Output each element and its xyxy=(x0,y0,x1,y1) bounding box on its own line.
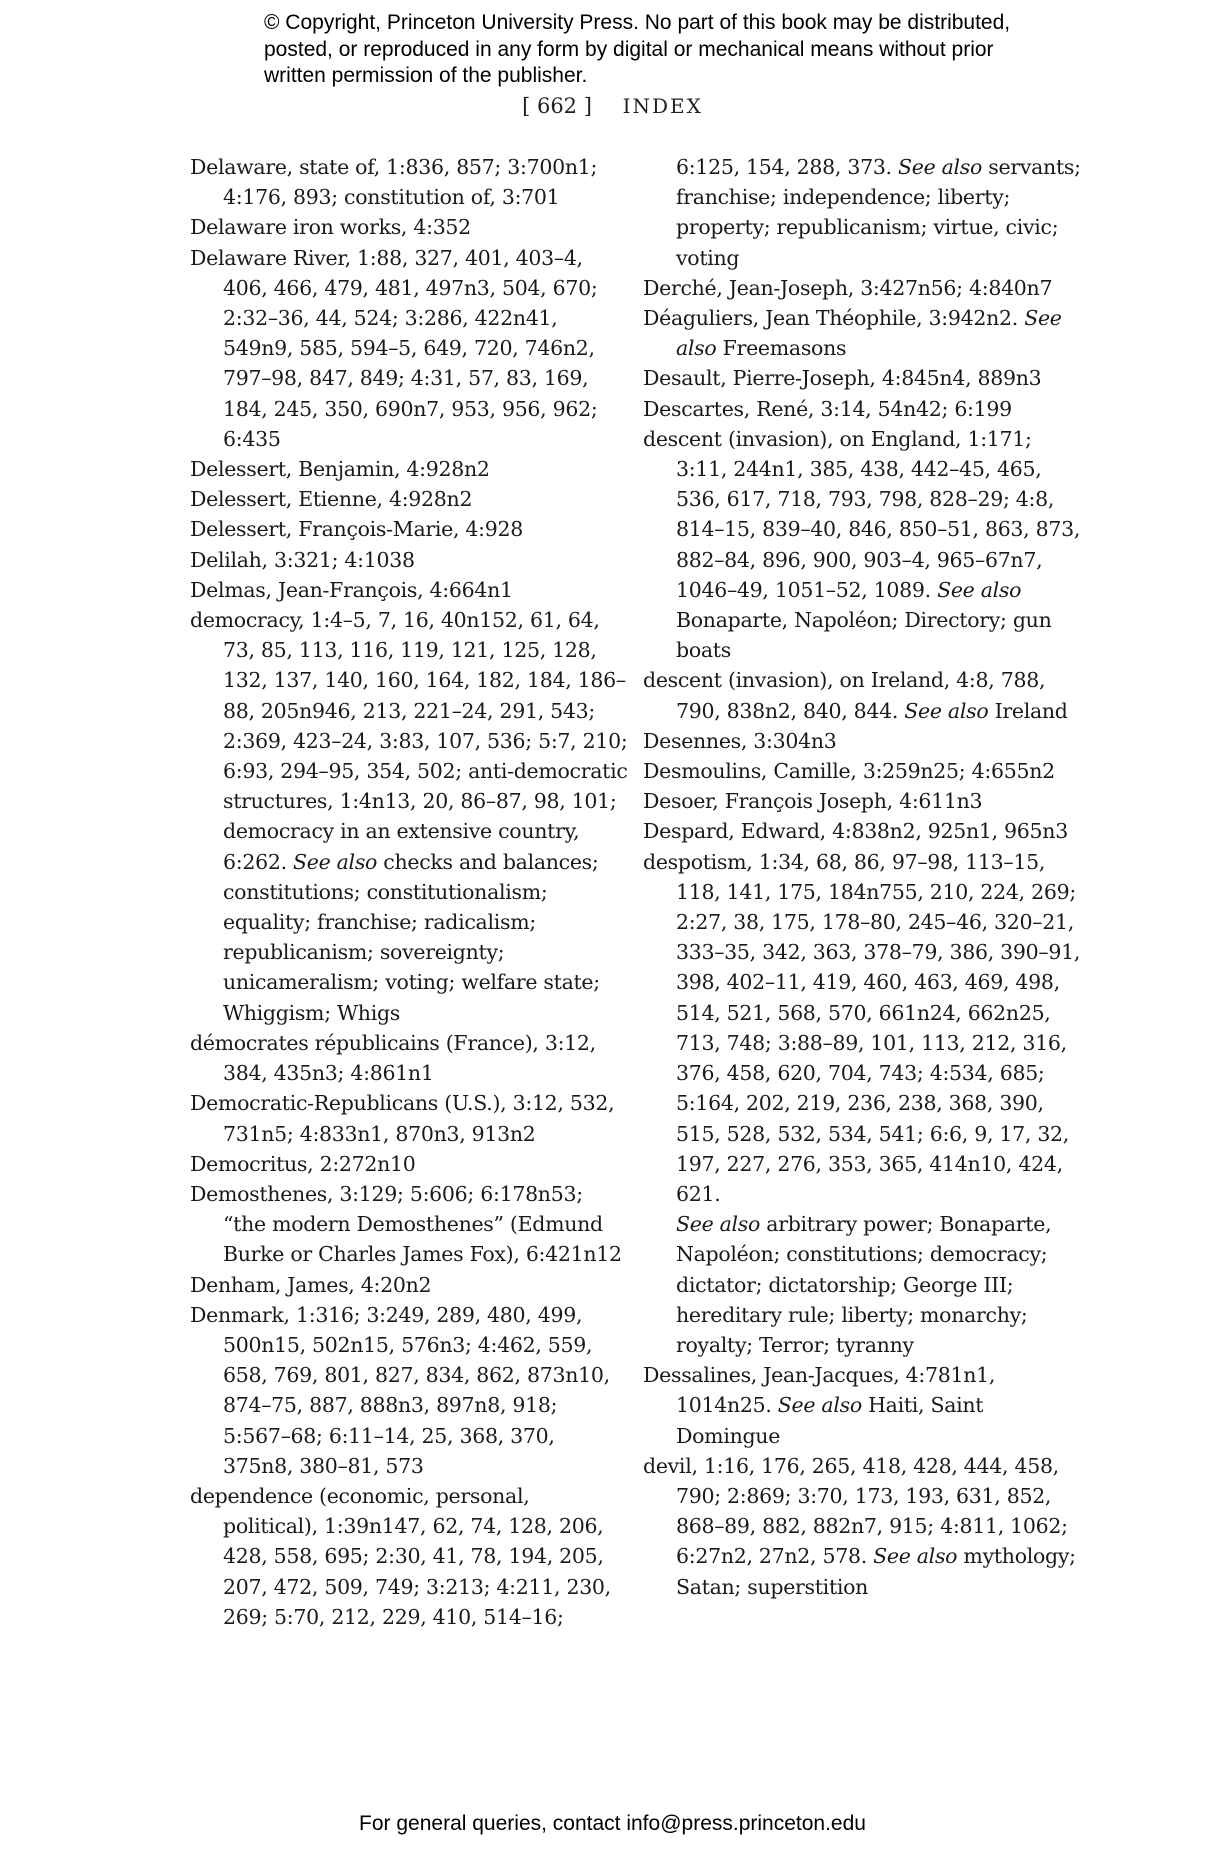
see-also-label: See also xyxy=(937,577,1022,602)
index-entry-text: Delaware iron works, 4:352 xyxy=(190,215,471,240)
see-also-targets: Freemasons xyxy=(716,336,847,361)
index-entry xyxy=(190,1028,630,1088)
see-also-targets: Haiti, Saint Domingue xyxy=(676,1393,984,1448)
index-entry xyxy=(643,786,1083,816)
index-entry xyxy=(190,605,630,1028)
index-column-left xyxy=(190,152,630,1632)
index-entry xyxy=(190,1179,630,1270)
index-entry xyxy=(190,152,630,212)
see-also-label: See also xyxy=(676,306,1062,361)
index-entry xyxy=(643,152,1083,273)
index-entry xyxy=(190,212,630,242)
index-entry-text: Desennes, 3:304n3 xyxy=(643,728,837,753)
index-entry-text: Delaware River, 1:88, 327, 401, 403–4, 406, 466, 479, 481, 497n3, 504, 670; 2:32–36, 44, 524; 3:286, 422n41, 549n9, 585, 594–5, 649, 720, 746n2, 797–98, 847, 849; 4:31, 57, 83, 169, 184, 245, 350, 690n7, 953, 956, 962; 6:435 xyxy=(190,245,598,451)
index-entry-text: Delilah, 3:321; 4:1038 xyxy=(190,547,415,572)
index-entry xyxy=(643,363,1083,393)
see-also-targets: Ireland xyxy=(988,698,1068,723)
index-entry-text: despotism, 1:34, 68, 86, 97–98, 113–15, 118, 141, 175, 184n755, 210, 224, 269; 2:27, 38, 175, 178–80, 245–46, 320–21, 333–35, 342, 363, 378–79, 386, 390–91, 398, 402–11, 419, 460, 463, 469, 498, 514, 521, 568, 570, 661n24, 662n25, 713, 748; 3:88–89, 101, 113, 212, 316, 376, 458, 620, 704, 743; 4:534, 685; 5:164, 202, 219, 236, 238, 368, 390, 515, 528, 532, 534, 541; 6:6, 9, 17, 32, 197, 227, 276, 353, 365, 414n10, 424, 621. xyxy=(643,849,1081,1206)
index-entry xyxy=(190,575,630,605)
index-entry-text: Descartes, René, 3:14, 54n42; 6:199 xyxy=(643,396,1012,421)
see-also-label: See also xyxy=(873,1544,958,1569)
index-entry xyxy=(643,816,1083,846)
see-also-targets: Bonaparte, Napoléon; Directory; gun boats xyxy=(676,608,1052,663)
index-entry xyxy=(643,665,1083,725)
index-entry-text: Derché, Jean-Joseph, 3:427n56; 4:840n7 xyxy=(643,275,1053,300)
index-entry-text: Desmoulins, Camille, 3:259n25; 4:655n2 xyxy=(643,759,1055,784)
index-entry-text: démocrates républicains (France), 3:12, 384, 435n3; 4:861n1 xyxy=(190,1030,596,1086)
index-entry xyxy=(190,1300,630,1481)
index-entry xyxy=(643,726,1083,756)
copyright-notice: © Copyright, Princeton University Press. No part of this book may be distributed, posted, or reproduced in any form by digital or mechanical means without prior written permission of the publisher. xyxy=(264,11,1011,87)
index-entry-text: democracy, 1:4–5, 7, 16, 40n152, 61, 64, 73, 85, 113, 116, 119, 121, 125, 128, 132, 137, 140, 160, 164, 182, 184, 186–88, 205n946, 213, 221–24, 291, 543; 2:369, 423–24, 3:83, 107, 536; 5:7, 210; 6:93, 294–95, 354, 502; anti-democratic structures, 1:4n13, 20, 86–87, 98, 101; democracy in an extensive country, 6:262. xyxy=(190,608,628,874)
index-entry-text: Denham, James, 4:20n2 xyxy=(190,1272,432,1297)
index-entry xyxy=(190,545,630,575)
index-entry-text: Desoer, François Joseph, 4:611n3 xyxy=(643,789,983,814)
see-also-label: See also xyxy=(293,849,378,874)
index-entry xyxy=(643,1451,1083,1602)
index-entry-text: Delessert, Etienne, 4:928n2 xyxy=(190,487,473,512)
index-entry xyxy=(190,1270,630,1300)
index-entry xyxy=(190,1088,630,1148)
see-also-targets: servants; franchise; independence; liberty; property; republicanism; virtue, civic; voting xyxy=(676,155,1081,270)
index-entry-text: Dessalines, Jean-Jacques, 4:781n1, 1014n25. xyxy=(643,1363,996,1418)
index-entry-text: Democritus, 2:272n10 xyxy=(190,1151,416,1176)
index-entry-text: Denmark, 1:316; 3:249, 289, 480, 499, 500n15, 502n15, 576n3; 4:462, 559, 658, 769, 801, 827, 834, 862, 873n10, 874–75, 887, 888n3, 897n8, 918; 5:567–68; 6:11–14, 25, 368, 370, 375n8, 380–81, 573 xyxy=(190,1302,610,1478)
index-entry-text: devil, 1:16, 176, 265, 418, 428, 444, 458, 790; 2:869; 3:70, 173, 193, 631, 852, 868–89, 882, 882n7, 915; 4:811, 1062; 6:27n2, 27n2, 578. xyxy=(643,1453,1068,1569)
index-entry-text: descent (invasion), on Ireland, 4:8, 788, 790, 838n2, 840, 844. xyxy=(643,668,1046,723)
index-entry-text: Democratic-Republicans (U.S.), 3:12, 532, 731n5; 4:833n1, 870n3, 913n2 xyxy=(190,1091,615,1146)
index-entry xyxy=(643,1209,1083,1360)
see-also-label: See also xyxy=(777,1393,862,1418)
index-entry xyxy=(190,1149,630,1179)
see-also-label: See also xyxy=(898,155,983,179)
index-entry-text: Despard, Edward, 4:838n2, 925n1, 965n3 xyxy=(643,819,1068,844)
index-entry-text: Delessert, François-Marie, 4:928 xyxy=(190,517,523,542)
index-entry-text: Déaguliers, Jean Théophile, 3:942n2. xyxy=(643,306,1025,331)
index-entry-text: Delessert, Benjamin, 4:928n2 xyxy=(190,457,490,482)
index-entry xyxy=(643,847,1083,1209)
index-entry xyxy=(643,303,1083,363)
index-entry-text: Delaware, state of, 1:836, 857; 3:700n1; 4:176, 893; constitution of, 3:701 xyxy=(190,155,598,210)
index-entry-text: Delmas, Jean-François, 4:664n1 xyxy=(190,577,513,602)
see-also-targets: arbitrary power; Bonaparte, Napoléon; constitutions; democracy; dictator; dictatorship; George III; hereditary rule; liberty; monarchy; royalty; Terror; tyranny xyxy=(676,1212,1052,1357)
index-entry xyxy=(190,514,630,544)
index-entry-text: 6:125, 154, 288, 373. xyxy=(676,155,898,179)
see-also-targets: mythology; Satan; superstition xyxy=(676,1544,1076,1599)
section-title: INDEX xyxy=(622,94,703,118)
index-entry xyxy=(643,273,1083,303)
index-entry xyxy=(190,484,630,514)
see-also-targets: checks and balances; constitutions; constitutionalism; equality; franchise; radicalism; republicanism; sovereignty; unicameralism; voting; welfare state; Whiggism; Whigs xyxy=(223,849,600,1025)
see-also-label: See also xyxy=(904,698,989,723)
index-entry-text: Demosthenes, 3:129; 5:606; 6:178n53; “the modern Demosthenes” (Edmund Burke or Charles James Fox), 6:421n12 xyxy=(190,1181,622,1267)
index-entry xyxy=(643,394,1083,424)
see-also-label: See also xyxy=(676,1212,761,1237)
index-entry-text: descent (invasion), on England, 1:171; 3:11, 244n1, 385, 438, 442–45, 465, 536, 617, 718, 793, 798, 828–29; 4:8, 814–15, 839–40, 846, 850–51, 863, 873, 882–84, 896, 900, 903–4, 965–67n7, 1046–49, 1051–52, 1089. xyxy=(643,426,1081,602)
index-entry xyxy=(190,243,630,454)
running-head xyxy=(0,94,1225,118)
index-entry xyxy=(643,424,1083,666)
index-entry xyxy=(643,1360,1083,1451)
footer-contact: For general queries, contact info@press.princeton.edu xyxy=(359,1812,866,1835)
index-entry xyxy=(190,454,630,484)
index-column-right xyxy=(643,152,1083,1602)
index-entry xyxy=(643,756,1083,786)
index-entry-text: Desault, Pierre-Joseph, 4:845n4, 889n3 xyxy=(643,366,1042,391)
page-number: [ 662 ] xyxy=(522,94,592,118)
index-entry-text: dependence (economic, personal, political), 1:39n147, 62, 74, 128, 206, 428, 558, 695; 2:30, 41, 78, 194, 205, 207, 472, 509, 749; 3:213; 4:211, 230, 269; 5:70, 212, 229, 410, 514–16; xyxy=(190,1483,611,1629)
index-entry xyxy=(190,1481,630,1632)
